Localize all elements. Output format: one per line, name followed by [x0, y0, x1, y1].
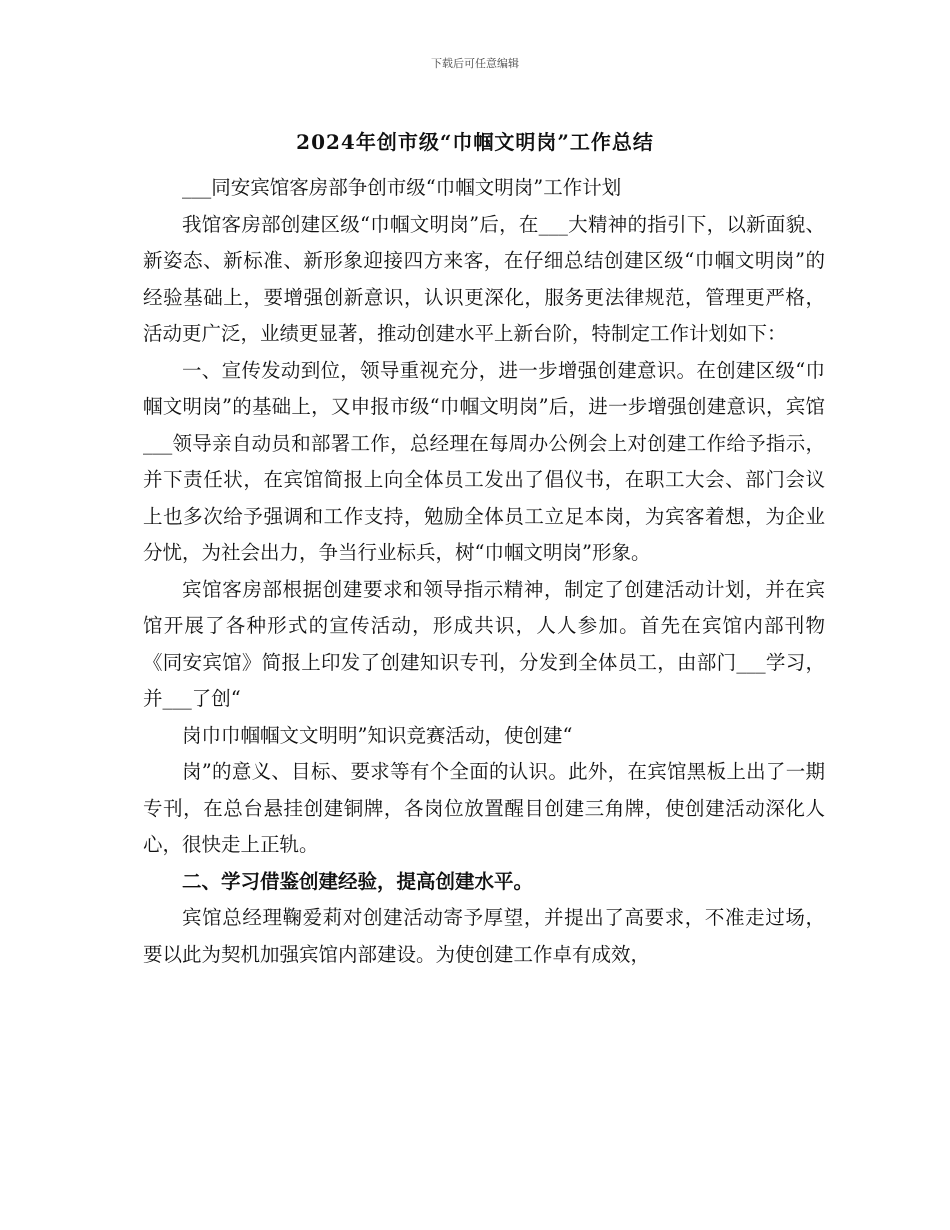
section-one-paragraph: 一、宣传发动到位，领导重视充分，进一步增强创建意识。在创建区级“巾帼文明岗”的基础上，又申报市级“巾帼文明岗”后，进一步增强创建意识，宾馆___领导亲自动员和部署工作，总经理在每周办公例会上对创建工作给予指示，并下责任状，在宾馆简报上向全体员工发出了倡仪书，在职工大会、部门会议上也多次给予强调和工作支持，勉励全体员工立足本岗，为宾客着想，为企业分忧，为社会出力，争当行业标兵，树“巾帼文明岗”形象。: [143, 358, 825, 564]
document-body: [143, 170, 825, 973]
intro-paragraph: 我馆客房部创建区级“巾帼文明岗”后，在___大精神的指引下，以新面貌、新姿态、新标准、新形象迎接四方来客，在仔细总结创建区级“巾帼文明岗”的经验基础上，要增强创新意识，认识更深化，服务更法律规范，管理更严格，活动更广泛，业绩更显著，推动创建水平上新台阶，特制定工作计划如下：: [143, 212, 825, 345]
section-two-paragraph: 宾馆总经理鞠爱莉对创建活动寄予厚望，并提出了高要求，不准走过场，要以此为契机加强宾馆内部建设。为使创建工作卓有成效，: [143, 906, 825, 966]
edit-watermark: 下载后可任意编辑: [431, 57, 519, 70]
subtitle-paragraph: ___同安宾馆客房部争创市级“巾帼文明岗”工作计划: [182, 176, 622, 199]
campaign-paragraph: 宾馆客房部根据创建要求和领导指示精神，制定了创建活动计划，并在宾馆开展了各种形式的宣传活动，形成共识，人人参加。首先在宾馆内部刊物《同安宾馆》简报上印发了创建知识专刊，分发到全体员工，由部门___学习，并___了创“: [143, 577, 825, 710]
document-title: 2024年创市级“巾帼文明岗”工作总结: [296, 130, 654, 154]
contest-paragraph: 岗巾巾帼帼文文明明”知识竞赛活动，使创建“: [182, 723, 573, 747]
section-two-heading: 二、学习借鉴创建经验，提高创建水平。: [182, 869, 534, 893]
meaning-paragraph: 岗”的意义、目标、要求等有个全面的认识。此外，在宾馆黑板上出了一期专刊，在总台悬挂创建铜牌，各岗位放置醒目创建三角牌，使创建活动深化人心，很快走上正轨。: [143, 760, 825, 856]
